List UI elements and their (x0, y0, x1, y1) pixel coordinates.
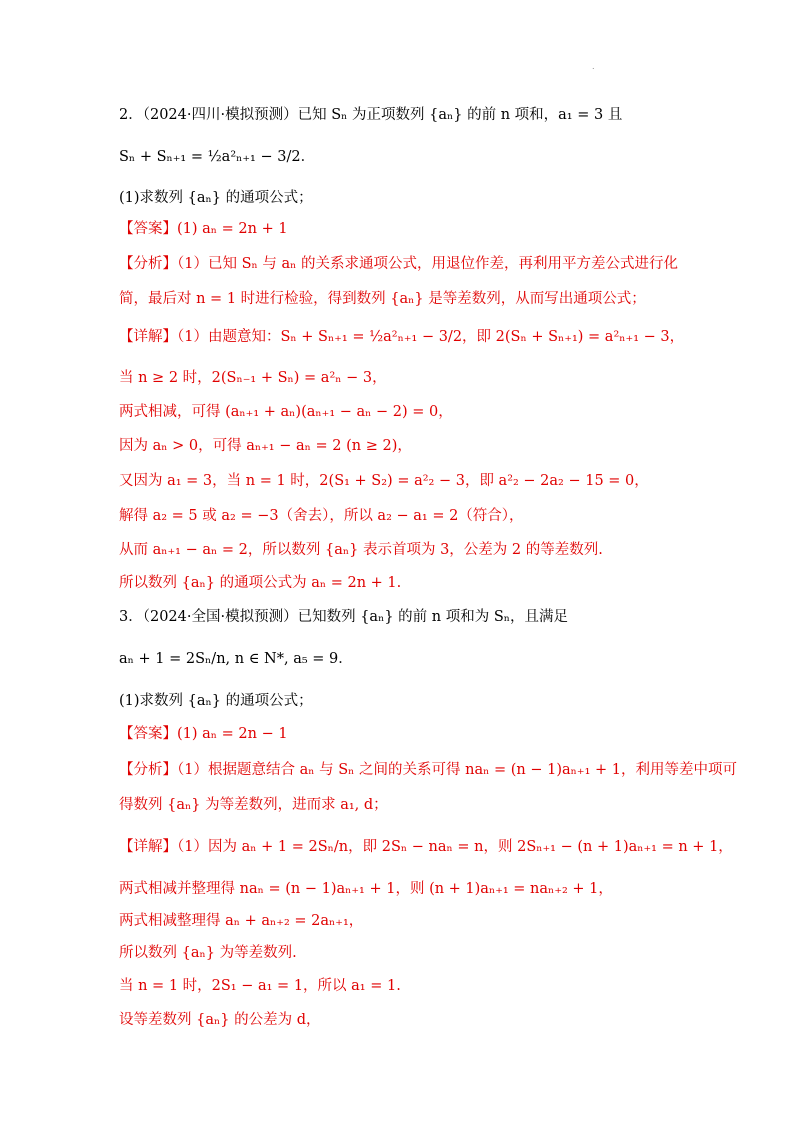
problem3-detail-line2: 两式相减并整理得 naₙ = (n − 1)aₙ₊₁ + 1，则 (n + 1)aₙ₊₁ = naₙ₊₂ + 1， (119, 881, 613, 897)
problem3-detail-line6: 设等差数列 {aₙ} 的公差为 d， (119, 1012, 321, 1028)
problem2-detail-line6: 解得 a₂ = 5 或 a₂ = −3（舍去），所以 a₂ − a₁ = 2（符合）， (119, 508, 524, 524)
problem2-formula: Sₙ + Sₙ₊₁ = ½a²ₙ₊₁ − 3/2． (119, 149, 316, 165)
problem3-detail-line3: 两式相减整理得 aₙ + aₙ₊₂ = 2aₙ₊₁， (119, 913, 364, 929)
problem3-analysis-line2: 得数列 {aₙ} 为等差数列，进而求 a₁, d； (119, 797, 388, 813)
corner-mark: . (592, 62, 595, 71)
problem3-detail-line4: 所以数列 {aₙ} 为等差数列. (119, 945, 297, 961)
problem2-answer: 【答案】(1) aₙ = 2n + 1 (119, 221, 288, 237)
problem2-analysis-line1: 【分析】（1）已知 Sₙ 与 aₙ 的关系求通项公式，用退位作差，再利用平方差公式进行化 (119, 256, 679, 272)
problem2-question: (1)求数列 {aₙ} 的通项公式； (119, 190, 313, 206)
problem2-analysis-line2: 简，最后对 n = 1 时进行检验，得到数列 {aₙ} 是等差数列，从而写出通项公式； (119, 291, 646, 307)
problem3-title: 3．（2024·全国·模拟预测）已知数列 {aₙ} 的前 n 项和为 Sₙ，且满足 (119, 609, 569, 625)
problem2-detail-line7: 从而 aₙ₊₁ − aₙ = 2，所以数列 {aₙ} 表示首项为 3，公差为 2 的等差数列. (119, 542, 603, 558)
problem2-detail-line8: 所以数列 {aₙ} 的通项公式为 aₙ = 2n + 1. (119, 575, 402, 591)
problem2-detail-line1: 【详解】（1）由题意知：Sₙ + Sₙ₊₁ = ½a²ₙ₊₁ − 3/2，即 2(Sₙ + Sₙ₊₁) = a²ₙ₊₁ − 3， (119, 329, 685, 345)
problem2-title: 2．（2024·四川·模拟预测）已知 Sₙ 为正项数列 {aₙ} 的前 n 项和，a₁ = 3 且 (119, 107, 623, 123)
problem3-detail-line5: 当 n = 1 时，2S₁ − a₁ = 1，所以 a₁ = 1. (119, 978, 401, 994)
problem3-formula: aₙ + 1 = 2Sₙ/n, n ∈ N*, a₅ = 9． (119, 651, 353, 667)
problem3-detail-line1: 【详解】（1）因为 aₙ + 1 = 2Sₙ/n，即 2Sₙ − naₙ = n，则 2Sₙ₊₁ − (n + 1)aₙ₊₁ = n + 1， (119, 839, 733, 855)
problem2-detail-line2: 当 n ≥ 2 时，2(Sₙ₋₁ + Sₙ) = a²ₙ − 3， (119, 370, 387, 386)
problem3-analysis-line1: 【分析】（1）根据题意结合 aₙ 与 Sₙ 之间的关系可得 naₙ = (n − 1)aₙ₊₁ + 1，利用等差中项可 (119, 762, 737, 778)
problem3-question: (1)求数列 {aₙ} 的通项公式； (119, 693, 313, 709)
problem2-detail-line3: 两式相减，可得 (aₙ₊₁ + aₙ)(aₙ₊₁ − aₙ − 2) = 0， (119, 404, 453, 420)
problem2-detail-line4: 因为 aₙ > 0，可得 aₙ₊₁ − aₙ = 2 (n ≥ 2)， (119, 438, 412, 454)
problem3-answer: 【答案】(1) aₙ = 2n − 1 (119, 726, 288, 742)
problem2-detail-line5: 又因为 a₁ = 3，当 n = 1 时，2(S₁ + S₂) = a²₂ − 3，即 a²₂ − 2a₂ − 15 = 0， (119, 473, 649, 489)
